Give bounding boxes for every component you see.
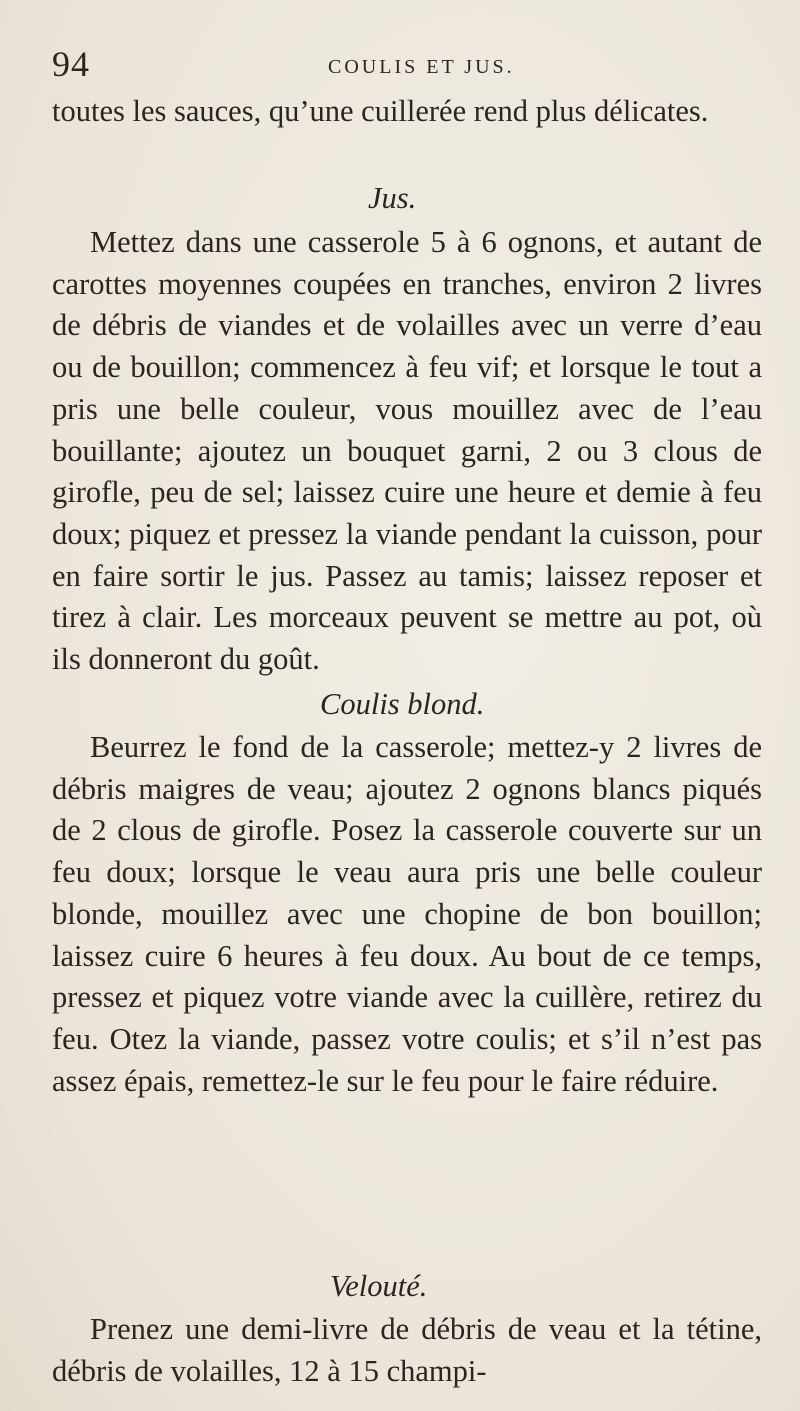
intro-paragraph (52, 91, 762, 133)
section-text-veloute: Prenez une demi-livre de débris de veau et la tétine, débris de volailles, 12 à 15 champi- (52, 1312, 762, 1388)
section-body-coulis-blond (52, 727, 762, 1102)
page-number: 94 (52, 44, 90, 84)
section-body-jus (52, 222, 762, 681)
section-body-veloute (52, 1309, 762, 1392)
page-header (52, 44, 752, 84)
section-heading-veloute: Velouté. (330, 1269, 428, 1303)
section-heading-jus: Jus. (368, 181, 417, 215)
section-text-coulis-blond: Beurrez le fond de la casserole; mettez-y 2 livres de débris maigres de veau; ajoutez 2 ognons blancs piqués de 2 clous de girofle. Posez la casserole couverte sur un feu doux; lorsque le veau aura pris une belle couleur blonde, mouillez avec une chopine de bon bouillon; laissez cuire 6 heures à feu doux. Au bout de ce temps, pressez et piquez votre viande avec la cuillère, retirez du feu. Otez la viande, passez votre coulis; et s’il n’est pas assez épais, remettez-le sur le feu pour le faire réduire. (52, 730, 762, 1098)
section-heading-coulis-blond: Coulis blond. (320, 687, 485, 721)
intro-text: toutes les sauces, qu’une cuillerée rend plus délicates. (52, 94, 709, 128)
running-head: COULIS ET JUS. (328, 56, 515, 78)
section-text-jus: Mettez dans une casserole 5 à 6 ognons, et autant de carottes moyennes coupées en tranches, environ 2 livres de débris de viandes et de volailles avec un verre d’eau ou de bouillon; commencez à feu vif; et lorsque le tout a pris une belle couleur, vous mouillez avec de l’eau bouillante; ajoutez un bouquet garni, 2 ou 3 clous de girofle, peu de sel; laissez cuire une heure et demie à feu doux; piquez et pressez la viande pendant la cuisson, pour en faire sortir le jus. Passez au tamis; laissez reposer et tirez à clair. Les morceaux peuvent se mettre au pot, où ils donneront du goût. (52, 225, 762, 677)
